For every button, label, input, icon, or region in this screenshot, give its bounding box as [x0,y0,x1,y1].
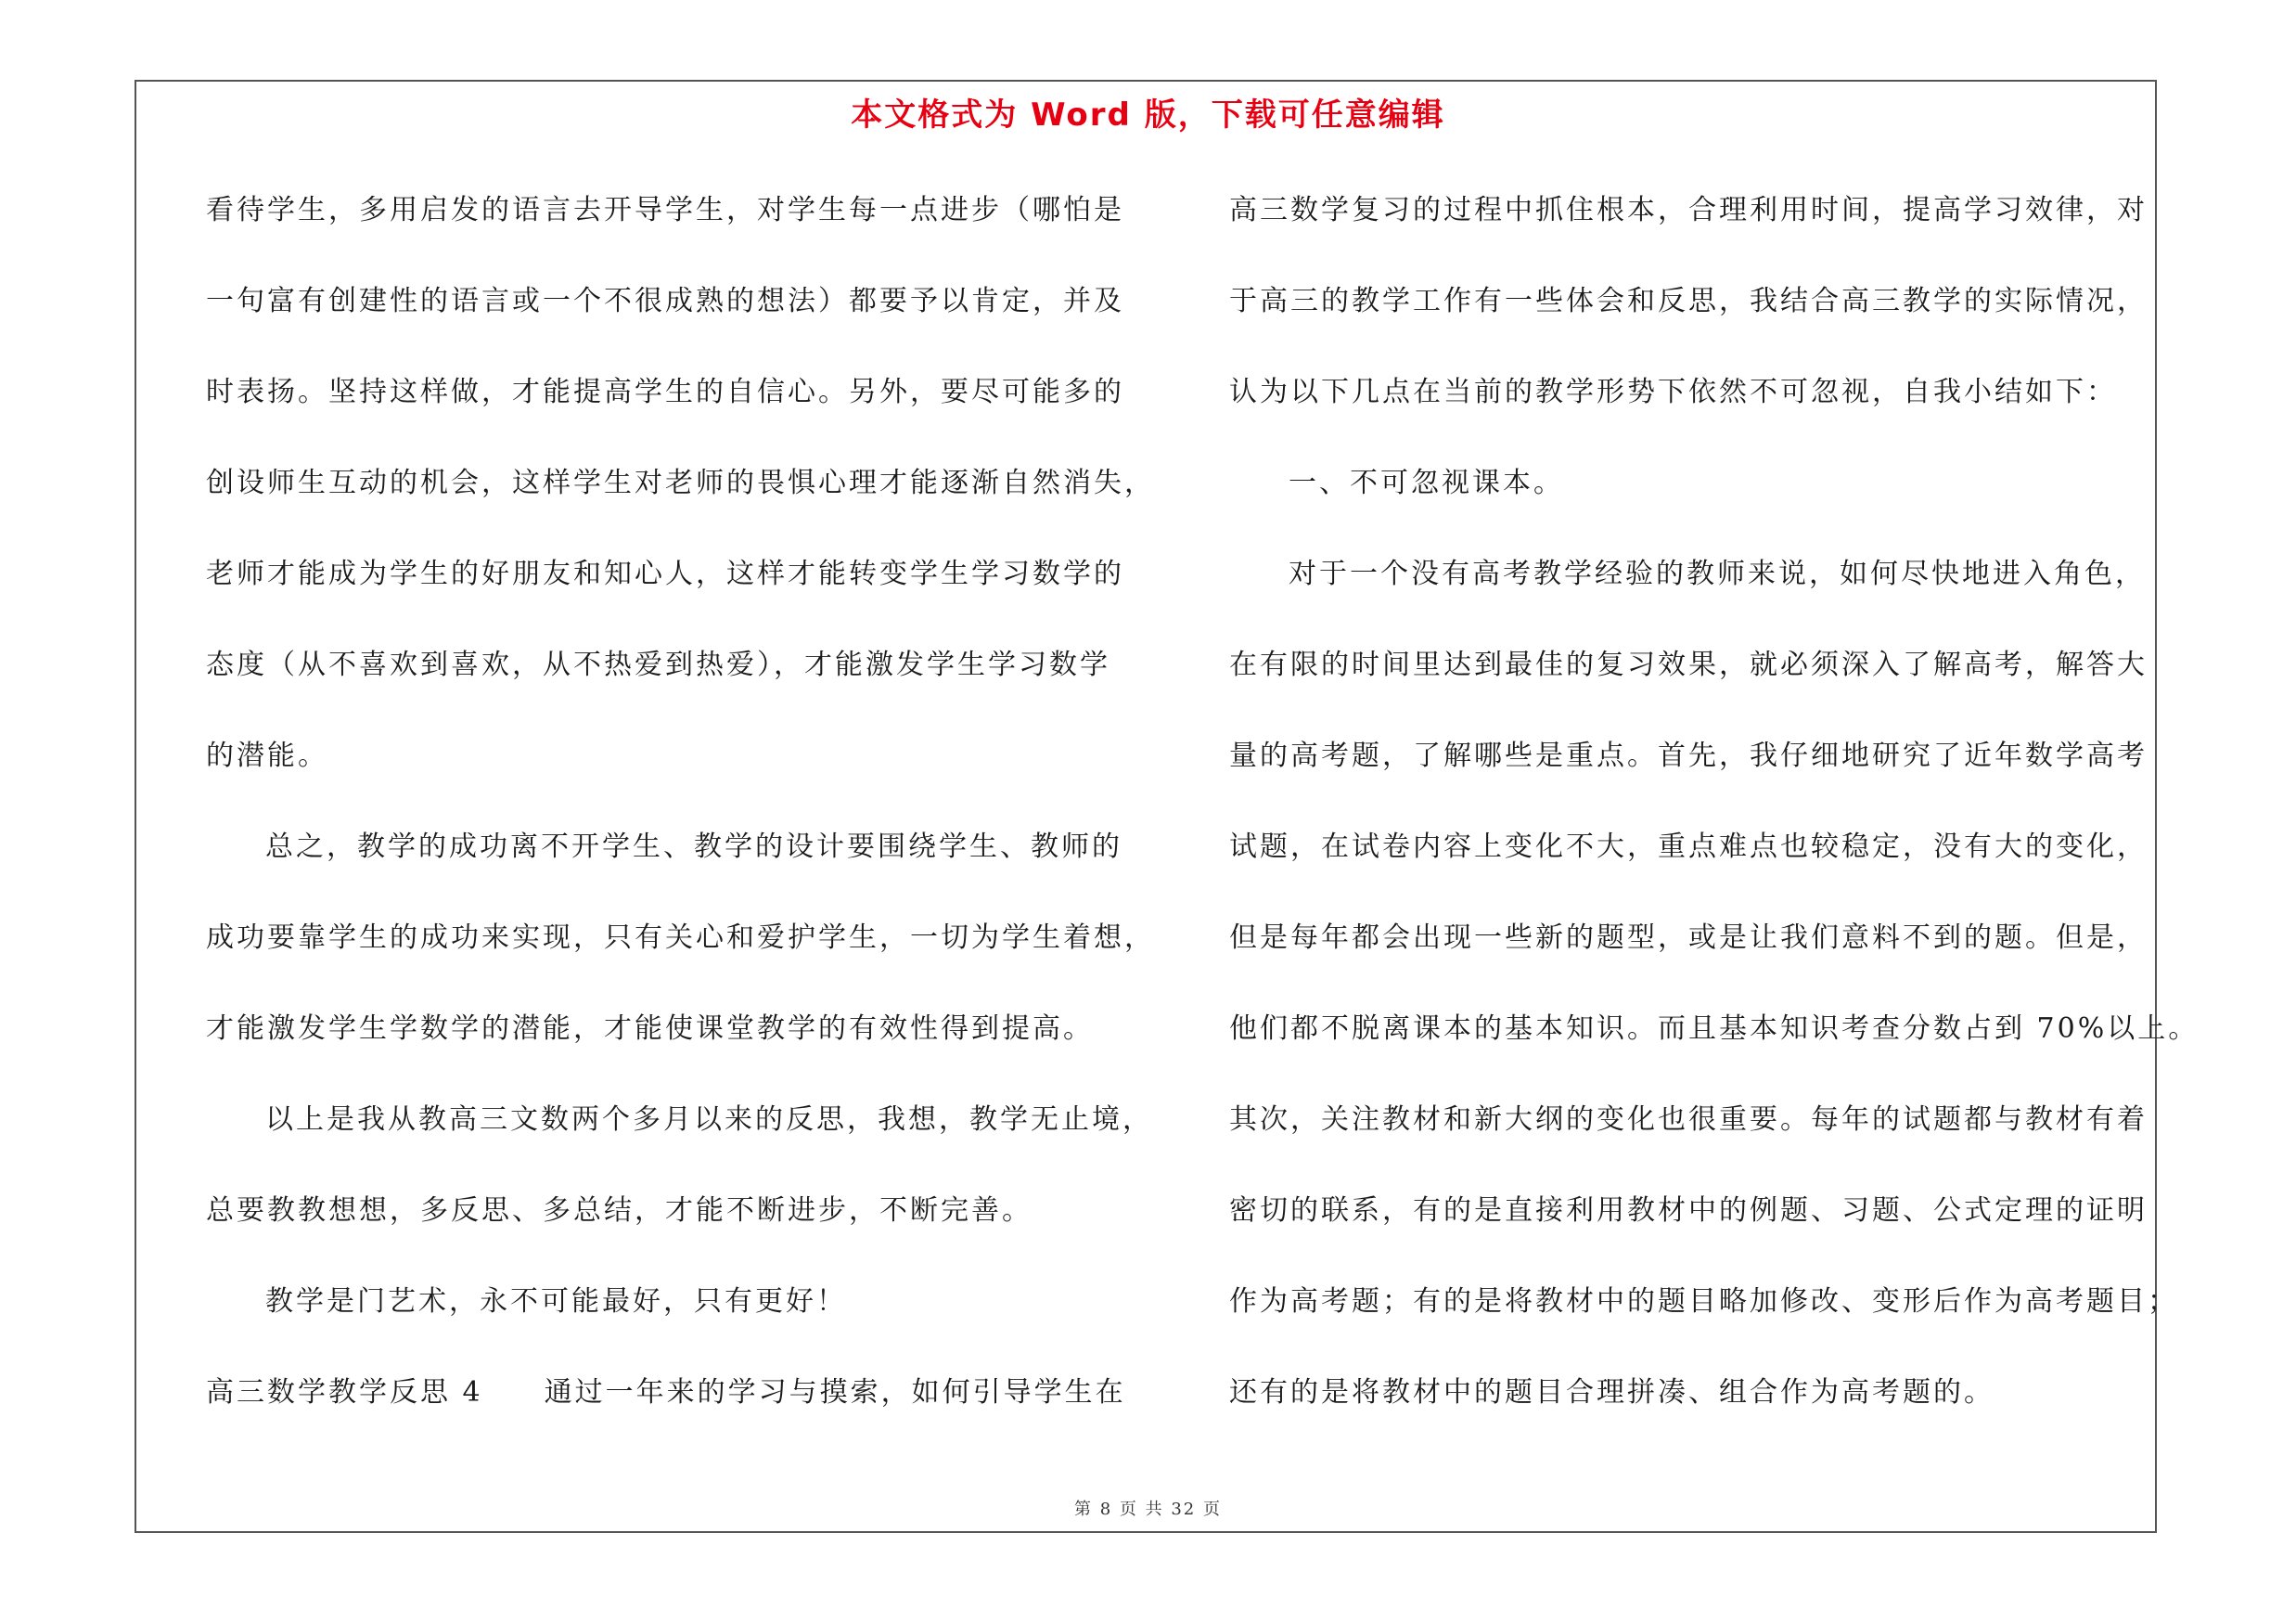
text-line: 其次，关注教材和新大纲的变化也很重要。每年的试题都与教材有着 [1229,1103,2148,1136]
paragraph-start-line: 教学是门艺术，永不可能最好，只有更好！ [265,1285,847,1318]
text-line: 成功要靠学生的成功来实现，只有关心和爱护学生，一切为学生着想， [206,921,1155,954]
paragraph-start-line: 以上是我从教高三文数两个多月以来的反思，我想，教学无止境， [265,1103,1153,1136]
text-line: 认为以下几点在当前的教学形势下依然不可忽视，自我小结如下： [1229,376,2117,408]
text-line: 作为高考题；有的是将教材中的题目略加修改、变形后作为高考题目； [1229,1285,2178,1318]
paragraph-start-line: 对于一个没有高考教学经验的教师来说，如何尽快地进入角色， [1289,558,2146,590]
text-line: 高三数学复习的过程中抓住根本，合理利用时间，提高学习效律，对 [1229,194,2148,226]
text-line: 老师才能成为学生的好朋友和知心人，这样才能转变学生学习数学的 [206,558,1124,590]
section-heading-line: 高三数学教学反思 4 通过一年来的学习与摸索，如何引导学生在 [206,1376,1126,1409]
text-line: 创设师生互动的机会，这样学生对老师的畏惧心理才能逐渐自然消失， [206,467,1155,499]
text-line: 在有限的时间里达到最佳的复习效果，就必须深入了解高考，解答大 [1229,649,2148,681]
text-line: 的潜能。 [206,740,328,772]
text-line: 他们都不脱离课本的基本知识。而且基本知识考查分数占到 70%以上。 [1229,1012,2200,1045]
text-line: 时表扬。坚持这样做，才能提高学生的自信心。另外，要尽可能多的 [206,376,1124,408]
text-line: 量的高考题，了解哪些是重点。首先，我仔细地研究了近年数学高考 [1229,740,2148,772]
page-number-footer: 第 8 页 共 32 页 [1074,1500,1222,1519]
text-line: 试题，在试卷内容上变化不大，重点难点也较稳定，没有大的变化， [1229,831,2148,863]
text-line: 看待学生，多用启发的语言去开导学生，对学生每一点进步（哪怕是 [206,194,1124,226]
left-text-column [206,182,1155,1455]
right-text-column [1229,182,2200,1455]
format-notice-banner: 本文格式为 Word 版，下载可任意编辑 [851,97,1445,134]
text-line: 密切的联系，有的是直接利用教材中的例题、习题、公式定理的证明 [1229,1194,2148,1227]
text-line: 态度（从不喜欢到喜欢，从不热爱到热爱），才能激发学生学习数学 [206,649,1110,681]
text-line: 总要教教想想，多反思、多总结，才能不断进步，不断完善。 [206,1194,1033,1227]
text-line: 于高三的教学工作有一些体会和反思，我结合高三教学的实际情况， [1229,285,2148,317]
text-line: 一句富有创建性的语言或一个不很成熟的想法）都要予以肯定，并及 [206,285,1124,317]
text-line: 还有的是将教材中的题目合理拼凑、组合作为高考题的。 [1229,1376,1995,1409]
list-heading-line: 一、不可忽视课本。 [1289,467,1564,499]
paragraph-start-line: 总之，教学的成功离不开学生、教学的设计要围绕学生、教师的 [265,831,1122,863]
text-line: 才能激发学生学数学的潜能，才能使课堂教学的有效性得到提高。 [206,1012,1094,1045]
text-line: 但是每年都会出现一些新的题型，或是让我们意料不到的题。但是， [1229,921,2148,954]
